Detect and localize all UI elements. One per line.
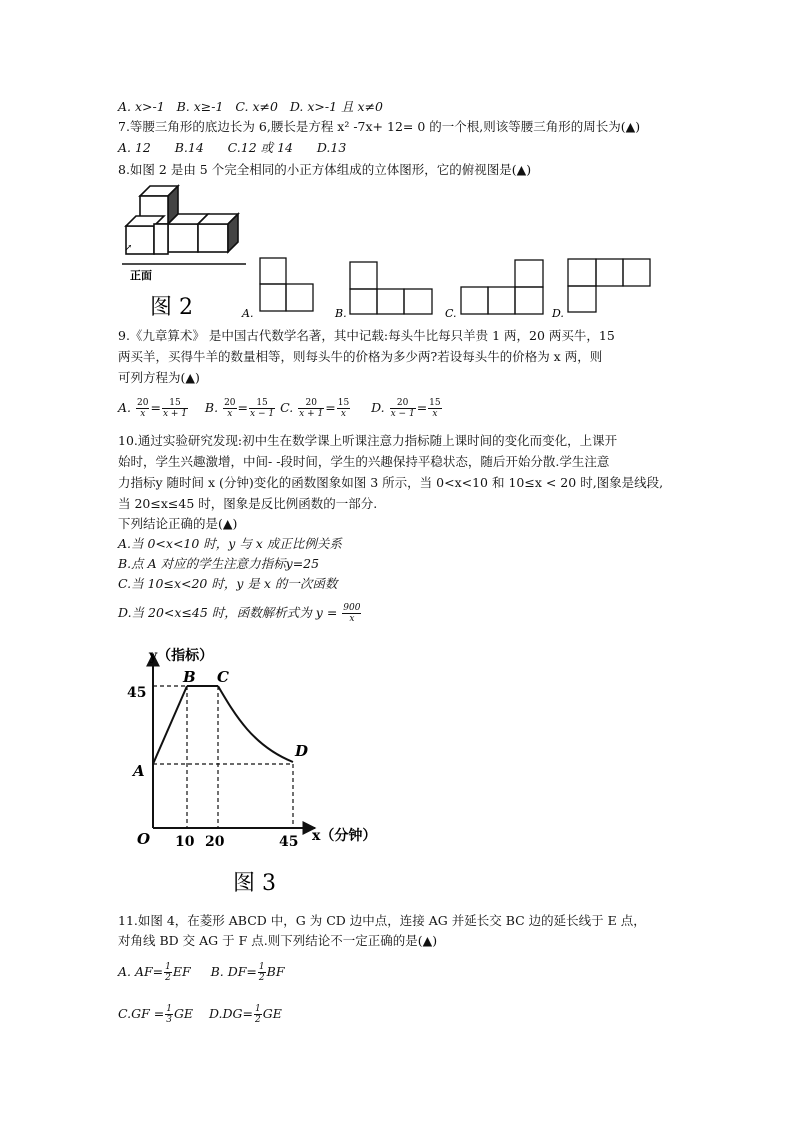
q8-figure bbox=[118, 184, 678, 319]
q10-line-4: 当 20≤x≤45 时，图象是反比例函数的一部分. bbox=[118, 496, 378, 511]
q8-option-b-label: B. bbox=[335, 307, 347, 319]
q10-line-3: 力指标y 随时间 x (分钟)变化的函数图象如图 3 所示，当 0<x<10 和 10≤x < 20 时,图象是线段, bbox=[118, 475, 664, 490]
q11-options-row-2 bbox=[118, 1004, 282, 1025]
q11-option-d: D.DG= $\frac{1}{2}$ GE bbox=[208, 1004, 282, 1025]
function-curve bbox=[153, 686, 293, 764]
q8-option-a-shape bbox=[260, 258, 313, 311]
point-a-label: A bbox=[133, 762, 145, 780]
q6-options bbox=[118, 99, 383, 115]
q8-option-c-shape bbox=[461, 260, 543, 314]
q7-option-c: C.12 或 14 bbox=[227, 140, 294, 155]
q11-line-1: 11.如图 4，在菱形 ABCD 中，G 为 CD 边中点，连接 AG 并延长交 BC 边的延长线于 E 点， bbox=[118, 913, 646, 928]
q9-line-2: 两买羊，买得牛羊的数量相等，则每头牛的价格为多少两?若设每头牛的价格为 x 两，则 bbox=[118, 349, 603, 364]
x-axis-label: x（分钟） bbox=[312, 828, 377, 844]
q7-option-a: A. 12 bbox=[118, 140, 151, 155]
fig2-label: 图 2 bbox=[150, 295, 193, 319]
origin-label: O bbox=[137, 830, 151, 848]
q8-option-b-shape bbox=[350, 262, 432, 314]
q9-option-d: D. $\frac{20}{x - 1}$ = $\frac{15}{x}$ bbox=[371, 398, 441, 419]
point-c-label: C bbox=[217, 668, 229, 686]
q9-options bbox=[118, 398, 443, 419]
q6-option-b: B. x≥-1 bbox=[176, 99, 224, 114]
cube-solid-figure bbox=[126, 186, 238, 254]
q8-stem: 8.如图 2 是由 5 个完全相同的小正方体组成的立体图形，它的俯视图是(▲) bbox=[118, 162, 532, 177]
q6-option-a: A. x>-1 bbox=[118, 99, 165, 114]
q9-option-c: C. $\frac{20}{x + 1}$ = $\frac{15}{x}$ bbox=[280, 398, 350, 419]
x-tick-10: 10 bbox=[175, 834, 195, 850]
q6-option-c: C. x≠0 bbox=[235, 99, 278, 114]
q11-options-row-1 bbox=[118, 962, 285, 983]
point-d-label: D bbox=[295, 742, 309, 760]
q7-option-d: D.13 bbox=[316, 140, 347, 155]
q11-option-a: A. AF= $\frac{1}{2}$ EF bbox=[118, 962, 191, 983]
q10-option-d: D.当 20<x≤45 时，函数解析式为 y = $\frac{900}{x}$ bbox=[118, 603, 361, 624]
q9-line-3: 可列方程为(▲) bbox=[118, 370, 200, 385]
front-label: 正面 bbox=[130, 269, 152, 282]
q6-option-d: D. x>-1 且 x≠0 bbox=[289, 99, 383, 114]
q7-option-b: B.14 bbox=[174, 140, 204, 155]
attention-graph bbox=[125, 640, 395, 900]
q10-line-1: 10.通过实验研究发现:初中生在数学课上听课注意力指标随上课时间的变化而变化，上课开 bbox=[118, 433, 618, 448]
q10-line-2: 始时，学生兴趣激增，中间- -段时间，学生的兴趣保持平稳状态，随后开始分散.学生注意 bbox=[118, 454, 610, 469]
q11-option-b: B. DF= $\frac{1}{2}$ BF bbox=[210, 962, 285, 983]
q10-option-c: C.当 10≤x<20 时，y 是 x 的一次函数 bbox=[118, 576, 338, 591]
q9-option-b: B. $\frac{20}{x}$ = $\frac{15}{x - 1}$ bbox=[204, 398, 275, 419]
q8-option-a-label: A. bbox=[242, 307, 254, 319]
q9-option-a: A. $\frac{20}{x}$ = $\frac{15}{x + 1}$ bbox=[118, 398, 188, 419]
q11-line-2: 对角线 BD 交 AG 于 F 点.则下列结论不一定正确的是(▲) bbox=[118, 933, 438, 948]
q8-option-d-shape bbox=[568, 259, 650, 312]
q7-stem: 7.等腰三角形的底边长为 6,腰长是方程 x² -7x+ 12= 0 的一个根,则该等腰三角形的周长为(▲) bbox=[118, 119, 641, 134]
q9-line-1: 9.《九章算术》 是中国古代数学名著，其中记载:每头牛比每只羊贵 1 两，20 两买牛，15 bbox=[118, 328, 615, 343]
q10-option-a: A.当 0<x<10 时，y 与 x 成正比例关系 bbox=[118, 536, 342, 551]
x-tick-45: 45 bbox=[279, 834, 299, 850]
q10-line-5: 下列结论正确的是(▲) bbox=[118, 516, 238, 531]
q11-option-c: C.GF = $\frac{1}{3}$ GE bbox=[118, 1004, 194, 1025]
y-axis-label: y（指标） bbox=[149, 648, 214, 664]
q7-options bbox=[118, 140, 346, 156]
fig3-label: 图 3 bbox=[233, 871, 276, 896]
q10-option-b: B.点 A 对应的学生注意力指标y=25 bbox=[118, 556, 320, 571]
front-arrow-icon: ↗ bbox=[124, 243, 133, 254]
q8-option-d-label: D. bbox=[552, 307, 564, 319]
point-b-label: B bbox=[183, 668, 196, 686]
y-tick-45: 45 bbox=[127, 685, 147, 701]
guide-lines bbox=[153, 686, 293, 828]
q8-option-c-label: C. bbox=[445, 307, 457, 319]
x-tick-20: 20 bbox=[205, 834, 225, 850]
